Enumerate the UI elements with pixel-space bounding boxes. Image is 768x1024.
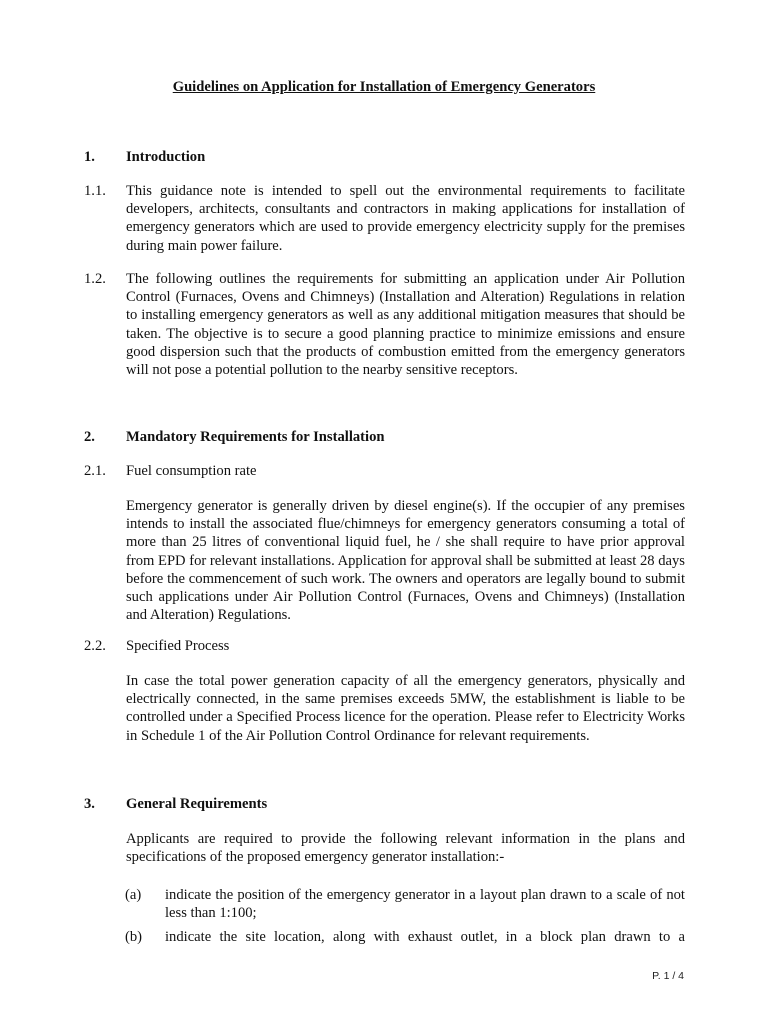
section-2-title: Mandatory Requirements for Installation <box>126 429 385 445</box>
section-2-number: 2. <box>84 429 95 445</box>
list-item-label: (b) <box>125 929 143 945</box>
section-1-title: Introduction <box>126 149 206 165</box>
page-number: P. 1 / 4 <box>652 970 684 982</box>
section-3-title: General Requirements <box>126 796 268 812</box>
list-item-text: indicate the position of the emergency generator in a layout plan drawn to a scale of not less than 1:100; <box>165 887 685 922</box>
paragraph-1-1 <box>84 182 684 255</box>
list-item <box>125 886 685 922</box>
list-item <box>125 928 685 946</box>
section-3-intro: Applicants are required to provide the following relevant information in the plans and specifications of the proposed emergency generator installation:- <box>126 831 685 866</box>
paragraph-1-2-text: The following outlines the requirements for submitting an application under Air Pollution Control (Furnaces, Ovens and Chimneys) (Installation and Alteration) Regulations in relation to installing emergency generators as well as any additional mitigation measures that should be taken. The objective is to secure a good planning practice to minimize emissions and ensure good dispersion such that the products of combustion emitted from the emergency generators will not pose a potential pollution to the nearby sensitive receptors. <box>126 271 685 379</box>
paragraph-1-2 <box>84 270 684 379</box>
paragraph-1-1-text: This guidance note is intended to spell out the environmental requirements to facilitate developers, architects, consultants and contractors in making applications for installation of emergency generators which are used to provide emergency electricity supply for the premises during main power failure. <box>126 183 685 254</box>
section-3-number: 3. <box>84 796 95 812</box>
paragraph-2-2-text: In case the total power generation capacity of all the emergency generators, physically and electrically connected, in the same premises exceeds 5MW, the establishment is liable to be controlled under a Specified Process licence for the operation. Please refer to Electricity Works in Schedule 1 of the Air Pollution Control Ordinance for relevant requirements. <box>126 673 685 744</box>
document-title: Guidelines on Application for Installation of Emergency Generators <box>172 79 596 95</box>
paragraph-1-2-number: 1.2. <box>84 271 106 287</box>
subsection-2-2-number: 2.2. <box>84 638 106 654</box>
paragraph-1-1-number: 1.1. <box>84 183 106 199</box>
subsection-2-1-title: Fuel consumption rate <box>126 463 257 479</box>
list-item-label: (a) <box>125 887 142 903</box>
subsection-2-1-number: 2.1. <box>84 463 106 479</box>
subsection-2-2-title: Specified Process <box>126 638 230 654</box>
list-item-text: indicate the site location, along with exhaust outlet, in a block plan drawn to a <box>165 929 685 945</box>
paragraph-2-1-text: Emergency generator is generally driven by diesel engine(s). If the occupier of any premises intends to install the associated flue/chimneys for emergency generators consuming a total of more than 25 litres of conventional liquid fuel, he / she shall require to have prior approval from EPD for relevant installations. Application for approval shall be submitted at least 28 days before the commencement of such work. The owners and operators are legally bound to submit such applications under Air Pollution Control (Furnaces, Ovens and Chimneys) (Installation and Alteration) Regulations. <box>126 498 685 624</box>
section-1-number: 1. <box>84 149 95 165</box>
